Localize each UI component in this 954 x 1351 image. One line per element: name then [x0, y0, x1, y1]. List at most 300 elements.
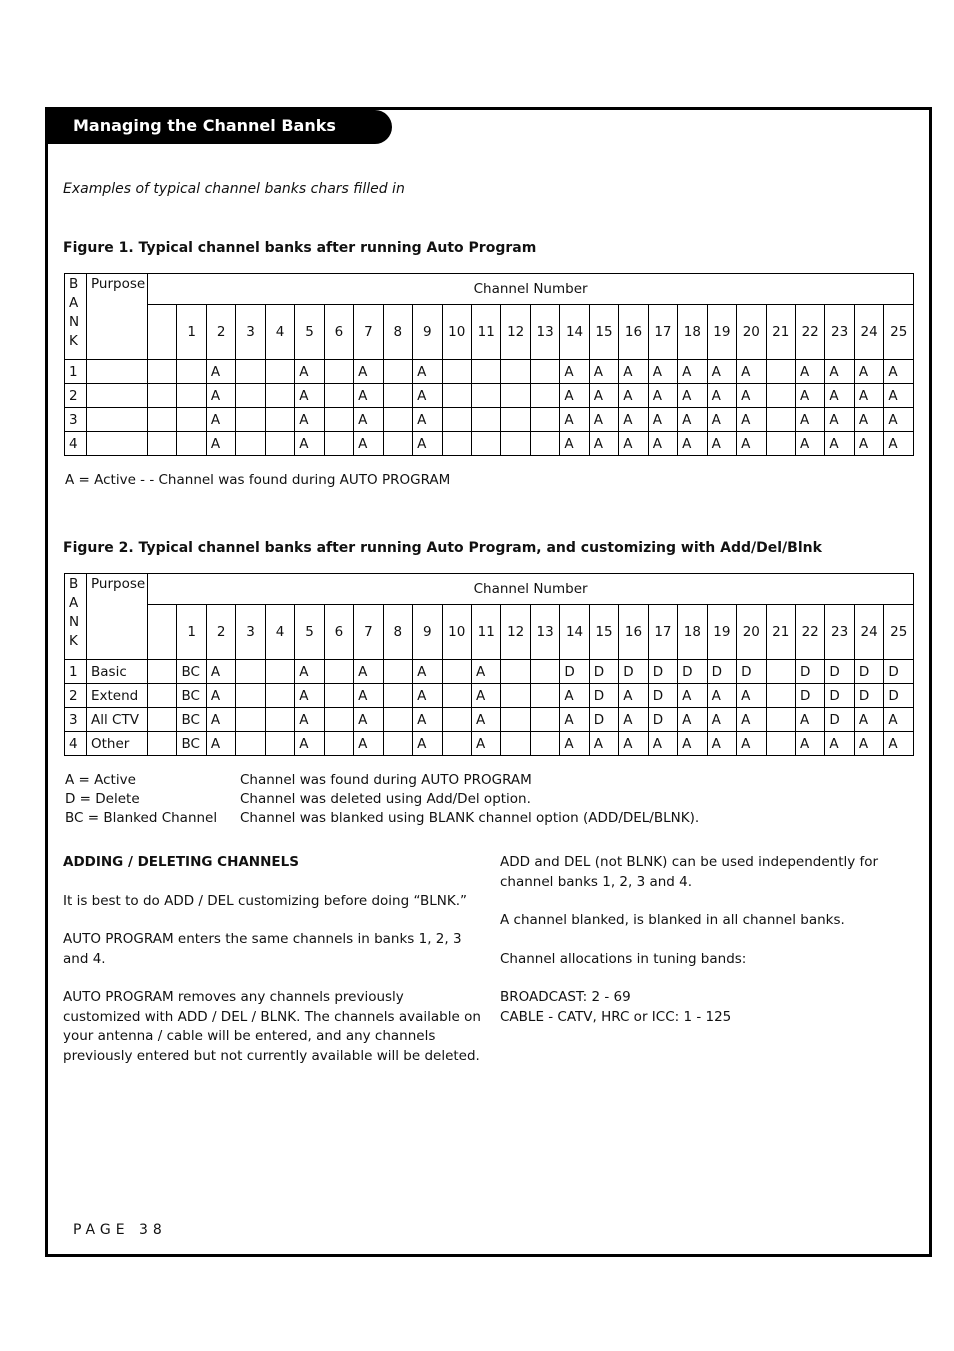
channel-status-cell [265, 408, 294, 432]
channel-number-cell: 7 [354, 305, 383, 360]
bank-header-letter: K [69, 333, 78, 349]
paragraph: A channel blanked, is blanked in all channel banks. [500, 912, 845, 928]
paragraph: AUTO PROGRAM removes any channels previously customized with ADD / DEL / BLNK. The channels available on your antenna / cable will be entered, and any channels previously entered but not currently available will be deleted. [63, 989, 481, 1064]
channel-number-cell: 2 [206, 605, 235, 660]
channel-status-cell [501, 408, 530, 432]
left-column [63, 853, 481, 1085]
channel-status-cell [530, 408, 559, 432]
channel-status-cell: A [825, 384, 854, 408]
channel-status-cell: A [295, 408, 324, 432]
page-title: Managing the Channel Banks [73, 116, 336, 135]
channel-number-cell: 6 [324, 605, 353, 660]
channel-status-cell: A [854, 432, 883, 456]
channel-status-cell [148, 432, 177, 456]
channel-status-cell [324, 360, 353, 384]
channel-number-cell: 19 [707, 305, 736, 360]
channel-status-cell [236, 384, 265, 408]
channel-number-cell: 11 [471, 305, 500, 360]
channel-status-cell: A [707, 408, 736, 432]
channel-status-cell: A [648, 432, 677, 456]
bank-header-letter: B [69, 576, 79, 592]
legend-desc: Channel was found during AUTO PROGRAM [240, 772, 532, 788]
channel-number-cell: 24 [854, 605, 883, 660]
channel-number-cell: 10 [442, 305, 471, 360]
channel-status-cell [471, 360, 500, 384]
legend-key: A = Active [65, 772, 136, 788]
paragraph: BROADCAST: 2 - 69 [500, 989, 631, 1005]
channel-status-cell: A [413, 360, 442, 384]
channel-status-cell: D [854, 660, 883, 684]
channel-status-cell: A [560, 360, 589, 384]
channel-status-cell [148, 732, 177, 756]
bank-number-cell: 4 [65, 732, 87, 756]
channel-status-cell: A [206, 660, 235, 684]
bank-number-cell: 4 [65, 432, 87, 456]
table-row [65, 384, 914, 408]
channel-status-cell: A [825, 360, 854, 384]
channel-status-cell: A [884, 408, 914, 432]
channel-status-cell: A [737, 384, 766, 408]
bank-number-cell: 2 [65, 384, 87, 408]
channel-status-cell: A [737, 408, 766, 432]
channel-number-cell: 3 [236, 305, 265, 360]
channel-status-cell [501, 360, 530, 384]
channel-number-cell: 19 [707, 605, 736, 660]
channel-numbers-row [65, 305, 914, 360]
channel-status-cell: D [589, 708, 618, 732]
channel-status-cell [501, 660, 530, 684]
channel-status-cell: A [678, 384, 707, 408]
channel-status-cell: A [619, 384, 648, 408]
legend-desc: Channel was deleted using Add/Del option. [240, 791, 531, 807]
channel-status-cell: D [589, 684, 618, 708]
table-row [65, 684, 914, 708]
bank-number-cell: 3 [65, 708, 87, 732]
channel-status-cell: A [354, 360, 383, 384]
channel-status-cell: A [678, 432, 707, 456]
channel-status-cell [442, 408, 471, 432]
bank-number-cell: 1 [65, 660, 87, 684]
channel-numbers-row [65, 605, 914, 660]
channel-status-cell: A [854, 732, 883, 756]
channel-status-cell [177, 384, 206, 408]
channel-status-cell: D [884, 684, 914, 708]
channel-status-cell [530, 432, 559, 456]
channel-status-cell: A [884, 384, 914, 408]
channel-status-cell: A [707, 384, 736, 408]
purpose-cell: Basic [87, 660, 148, 684]
channel-status-cell: A [206, 408, 235, 432]
intro-text: Examples of typical channel banks chars filled in [63, 181, 405, 197]
channel-status-cell: A [854, 408, 883, 432]
channel-status-cell [265, 384, 294, 408]
channel-number-cell: 5 [295, 305, 324, 360]
channel-status-cell [766, 708, 795, 732]
channel-status-cell: A [413, 384, 442, 408]
bank-header-letter: B [69, 276, 79, 292]
channel-number-cell: 12 [501, 605, 530, 660]
channel-number-cell: 18 [678, 605, 707, 660]
channel-status-cell [530, 360, 559, 384]
channel-status-cell [766, 360, 795, 384]
channel-status-cell: A [795, 432, 824, 456]
bank-number-cell: 2 [65, 684, 87, 708]
figure1-legend: A = Active - - Channel was found during AUTO PROGRAM [65, 472, 451, 488]
channel-status-cell: A [648, 360, 677, 384]
channel-status-cell [148, 660, 177, 684]
channel-number-cell: 15 [589, 605, 618, 660]
channel-number-cell: 9 [413, 305, 442, 360]
channel-status-cell [501, 732, 530, 756]
legend-row [65, 791, 699, 810]
channel-status-cell [148, 684, 177, 708]
channel-number-cell: 14 [560, 305, 589, 360]
channel-number-cell: 3 [236, 605, 265, 660]
channel-status-cell [766, 732, 795, 756]
channel-number-cell: 18 [678, 305, 707, 360]
channel-number-cell: 22 [795, 305, 824, 360]
channel-number-cell [148, 605, 177, 660]
purpose-cell: Other [87, 732, 148, 756]
channel-status-cell [265, 360, 294, 384]
bank-number-cell: 3 [65, 408, 87, 432]
channel-number-cell: 13 [530, 305, 559, 360]
channel-status-cell [442, 432, 471, 456]
figure1-caption: Figure 1. Typical channel banks after running Auto Program [63, 240, 537, 256]
purpose-cell [87, 432, 148, 456]
channel-status-cell: A [795, 708, 824, 732]
channel-status-cell: A [619, 732, 648, 756]
channel-status-cell: A [560, 708, 589, 732]
legend-key: BC = Blanked Channel [65, 810, 218, 826]
channel-status-cell: A [206, 708, 235, 732]
channel-status-cell: A [795, 360, 824, 384]
bank-header-letter: A [69, 595, 79, 611]
channel-status-cell [383, 684, 412, 708]
channel-status-cell: A [884, 432, 914, 456]
channel-status-cell [383, 732, 412, 756]
channel-status-cell: A [854, 384, 883, 408]
channel-status-cell [265, 708, 294, 732]
channel-status-cell [383, 432, 412, 456]
channel-status-cell: A [589, 408, 618, 432]
channel-status-cell [442, 684, 471, 708]
channel-status-cell: A [678, 408, 707, 432]
channel-status-cell [236, 708, 265, 732]
channel-status-cell: A [884, 732, 914, 756]
channel-status-cell [324, 660, 353, 684]
page-number: PAGE 38 [73, 1222, 167, 1238]
bank-number-cell: 1 [65, 360, 87, 384]
table-row [65, 660, 914, 684]
channel-status-cell: A [707, 732, 736, 756]
figure2-legend [65, 772, 699, 829]
channel-status-cell: A [825, 732, 854, 756]
paragraph: ADD and DEL (not BLNK) can be used independently for channel banks 1, 2, 3 and 4. [500, 854, 879, 890]
channel-status-cell: D [707, 660, 736, 684]
bank-header-letter: A [69, 295, 79, 311]
channel-status-cell: D [825, 684, 854, 708]
channel-status-cell [177, 408, 206, 432]
channel-number-cell: 25 [884, 305, 914, 360]
legend-desc: Channel was blanked using BLANK channel option (ADD/DEL/BLNK). [240, 810, 700, 826]
channel-status-cell: A [854, 708, 883, 732]
purpose-cell: All CTV [87, 708, 148, 732]
channel-status-cell: D [795, 684, 824, 708]
channel-status-cell: A [619, 408, 648, 432]
channel-number-cell: 22 [795, 605, 824, 660]
channel-status-cell [324, 684, 353, 708]
channel-status-cell: A [737, 360, 766, 384]
channel-status-cell: A [471, 732, 500, 756]
purpose-header: Purpose [87, 274, 148, 360]
channel-status-cell [442, 384, 471, 408]
channel-status-cell: A [589, 360, 618, 384]
channel-number-cell: 9 [413, 605, 442, 660]
channel-status-cell [324, 384, 353, 408]
channel-number-cell: 15 [589, 305, 618, 360]
channel-status-cell [265, 660, 294, 684]
channel-status-cell [471, 432, 500, 456]
channel-number-cell: 13 [530, 605, 559, 660]
channel-status-cell: A [413, 708, 442, 732]
channel-status-cell [265, 684, 294, 708]
channel-status-cell: A [619, 432, 648, 456]
paragraph: AUTO PROGRAM enters the same channels in banks 1, 2, 3 and 4. [63, 931, 462, 967]
bank-header [65, 274, 87, 360]
channel-status-cell: A [825, 408, 854, 432]
channel-status-cell [236, 732, 265, 756]
channel-status-cell [324, 432, 353, 456]
channel-status-cell [442, 360, 471, 384]
channel-status-cell: A [413, 732, 442, 756]
channel-status-cell [324, 732, 353, 756]
channel-number-cell: 12 [501, 305, 530, 360]
channel-status-cell: A [295, 732, 324, 756]
channel-status-cell: A [648, 732, 677, 756]
table-row [65, 732, 914, 756]
figure1-table [64, 273, 914, 456]
channel-status-cell: A [206, 432, 235, 456]
channel-status-cell: A [471, 660, 500, 684]
channel-status-cell [383, 408, 412, 432]
channel-number-cell: 16 [619, 305, 648, 360]
channel-number-cell: 8 [383, 305, 412, 360]
right-column [500, 853, 900, 1046]
channel-status-cell [265, 732, 294, 756]
channel-status-cell [324, 408, 353, 432]
channel-status-cell [383, 360, 412, 384]
channel-number-cell: 1 [177, 305, 206, 360]
channel-status-cell [236, 684, 265, 708]
channel-status-cell: A [707, 360, 736, 384]
channel-status-cell [177, 432, 206, 456]
channel-number-cell: 1 [177, 605, 206, 660]
channel-status-cell: A [854, 360, 883, 384]
section-title-tab [47, 110, 392, 144]
channel-status-cell: A [737, 708, 766, 732]
channel-status-cell: A [884, 708, 914, 732]
bank-header-letter: N [69, 314, 80, 330]
purpose-cell [87, 408, 148, 432]
table-header-row [65, 574, 914, 605]
bank-header-letter: N [69, 614, 80, 630]
channel-status-cell: A [678, 708, 707, 732]
channel-status-cell: D [589, 660, 618, 684]
table-row [65, 432, 914, 456]
channel-status-cell: A [206, 360, 235, 384]
channel-status-cell: A [589, 384, 618, 408]
channel-number-cell: 7 [354, 605, 383, 660]
channel-status-cell: A [707, 432, 736, 456]
channel-status-cell [148, 360, 177, 384]
channel-status-cell: A [413, 684, 442, 708]
channel-status-cell [383, 384, 412, 408]
channel-status-cell: A [737, 684, 766, 708]
table-row [65, 360, 914, 384]
channel-status-cell [530, 660, 559, 684]
channel-status-cell: A [354, 708, 383, 732]
channel-status-cell [265, 432, 294, 456]
channel-status-cell: A [737, 432, 766, 456]
channel-status-cell [236, 660, 265, 684]
channel-status-cell: D [560, 660, 589, 684]
purpose-cell [87, 360, 148, 384]
channel-status-cell: D [825, 660, 854, 684]
section-heading: ADDING / DELETING CHANNELS [63, 854, 299, 870]
channel-status-cell: BC [177, 708, 206, 732]
channel-status-cell: A [354, 732, 383, 756]
channel-status-cell: A [354, 684, 383, 708]
channel-status-cell: A [206, 384, 235, 408]
channel-status-cell [501, 708, 530, 732]
channel-status-cell: A [354, 432, 383, 456]
channel-number-cell: 14 [560, 605, 589, 660]
channel-status-cell: A [413, 660, 442, 684]
channel-number-cell: 23 [825, 605, 854, 660]
channel-status-cell: A [471, 708, 500, 732]
channel-status-cell: BC [177, 732, 206, 756]
channel-status-cell [766, 660, 795, 684]
channel-status-cell: D [648, 708, 677, 732]
legend-row [65, 772, 699, 791]
channel-status-cell [236, 432, 265, 456]
channel-status-cell: A [295, 360, 324, 384]
channel-status-cell [148, 408, 177, 432]
channel-status-cell [471, 384, 500, 408]
channel-status-cell: A [295, 432, 324, 456]
figure2-caption: Figure 2. Typical channel banks after running Auto Program, and customizing with Add/Del/Blnk [63, 540, 822, 556]
channel-status-cell: A [413, 408, 442, 432]
channel-status-cell: BC [177, 684, 206, 708]
channel-status-cell [148, 384, 177, 408]
channel-status-cell: A [619, 708, 648, 732]
channel-status-cell: D [884, 660, 914, 684]
channel-number-cell: 23 [825, 305, 854, 360]
channel-status-cell: A [678, 732, 707, 756]
channel-status-cell [766, 432, 795, 456]
channel-status-cell [530, 384, 559, 408]
channel-number-cell: 4 [265, 605, 294, 660]
bank-header-letter: K [69, 633, 78, 649]
channel-status-cell: D [795, 660, 824, 684]
channel-status-cell: A [560, 384, 589, 408]
figure2-table [64, 573, 914, 756]
channel-number-cell: 8 [383, 605, 412, 660]
channel-status-cell [471, 408, 500, 432]
channel-status-cell: A [648, 384, 677, 408]
channel-status-cell: D [737, 660, 766, 684]
channel-status-cell [501, 432, 530, 456]
channel-number-cell: 21 [766, 305, 795, 360]
channel-status-cell: A [795, 732, 824, 756]
channel-number-cell: 17 [648, 305, 677, 360]
channel-number-cell: 2 [206, 305, 235, 360]
channel-status-cell: D [825, 708, 854, 732]
channel-status-cell: BC [177, 660, 206, 684]
channel-status-cell: A [825, 432, 854, 456]
channel-status-cell [383, 660, 412, 684]
channel-status-cell: A [354, 660, 383, 684]
channel-status-cell: D [648, 684, 677, 708]
channel-number-cell: 17 [648, 605, 677, 660]
channel-status-cell: A [560, 408, 589, 432]
channel-status-cell: A [354, 408, 383, 432]
channel-status-cell: A [678, 360, 707, 384]
channel-status-cell [766, 408, 795, 432]
channel-number-cell: 6 [324, 305, 353, 360]
channel-status-cell: A [707, 684, 736, 708]
channel-status-cell: A [206, 732, 235, 756]
channel-status-cell: D [678, 660, 707, 684]
channel-status-cell: A [707, 708, 736, 732]
channel-number-cell: 25 [884, 605, 914, 660]
channel-status-cell [530, 732, 559, 756]
purpose-cell: Extend [87, 684, 148, 708]
channel-status-cell: A [413, 432, 442, 456]
channel-status-cell: A [884, 360, 914, 384]
legend-key: D = Delete [65, 791, 140, 807]
paragraph: Channel allocations in tuning bands: [500, 950, 747, 967]
channel-number-cell: 11 [471, 605, 500, 660]
channel-status-cell: D [619, 660, 648, 684]
channel-status-cell: A [619, 360, 648, 384]
legend-row [65, 810, 699, 829]
channel-status-cell [530, 684, 559, 708]
channel-status-cell: A [589, 732, 618, 756]
channel-status-cell [501, 684, 530, 708]
channel-status-cell: D [648, 660, 677, 684]
channel-status-cell: A [795, 408, 824, 432]
channel-number-cell [148, 305, 177, 360]
channel-status-cell [442, 708, 471, 732]
channel-status-cell: A [560, 432, 589, 456]
channel-number-cell: 20 [737, 605, 766, 660]
channel-status-cell: A [648, 408, 677, 432]
purpose-header: Purpose [87, 574, 148, 660]
bank-header [65, 574, 87, 660]
table-header-row [65, 274, 914, 305]
channel-status-cell: A [737, 732, 766, 756]
channel-number-header: Channel Number [148, 574, 914, 605]
channel-status-cell [766, 684, 795, 708]
channel-status-cell: A [295, 708, 324, 732]
channel-status-cell: A [560, 732, 589, 756]
channel-status-cell [236, 408, 265, 432]
channel-number-cell: 21 [766, 605, 795, 660]
table-row [65, 408, 914, 432]
purpose-cell [87, 384, 148, 408]
